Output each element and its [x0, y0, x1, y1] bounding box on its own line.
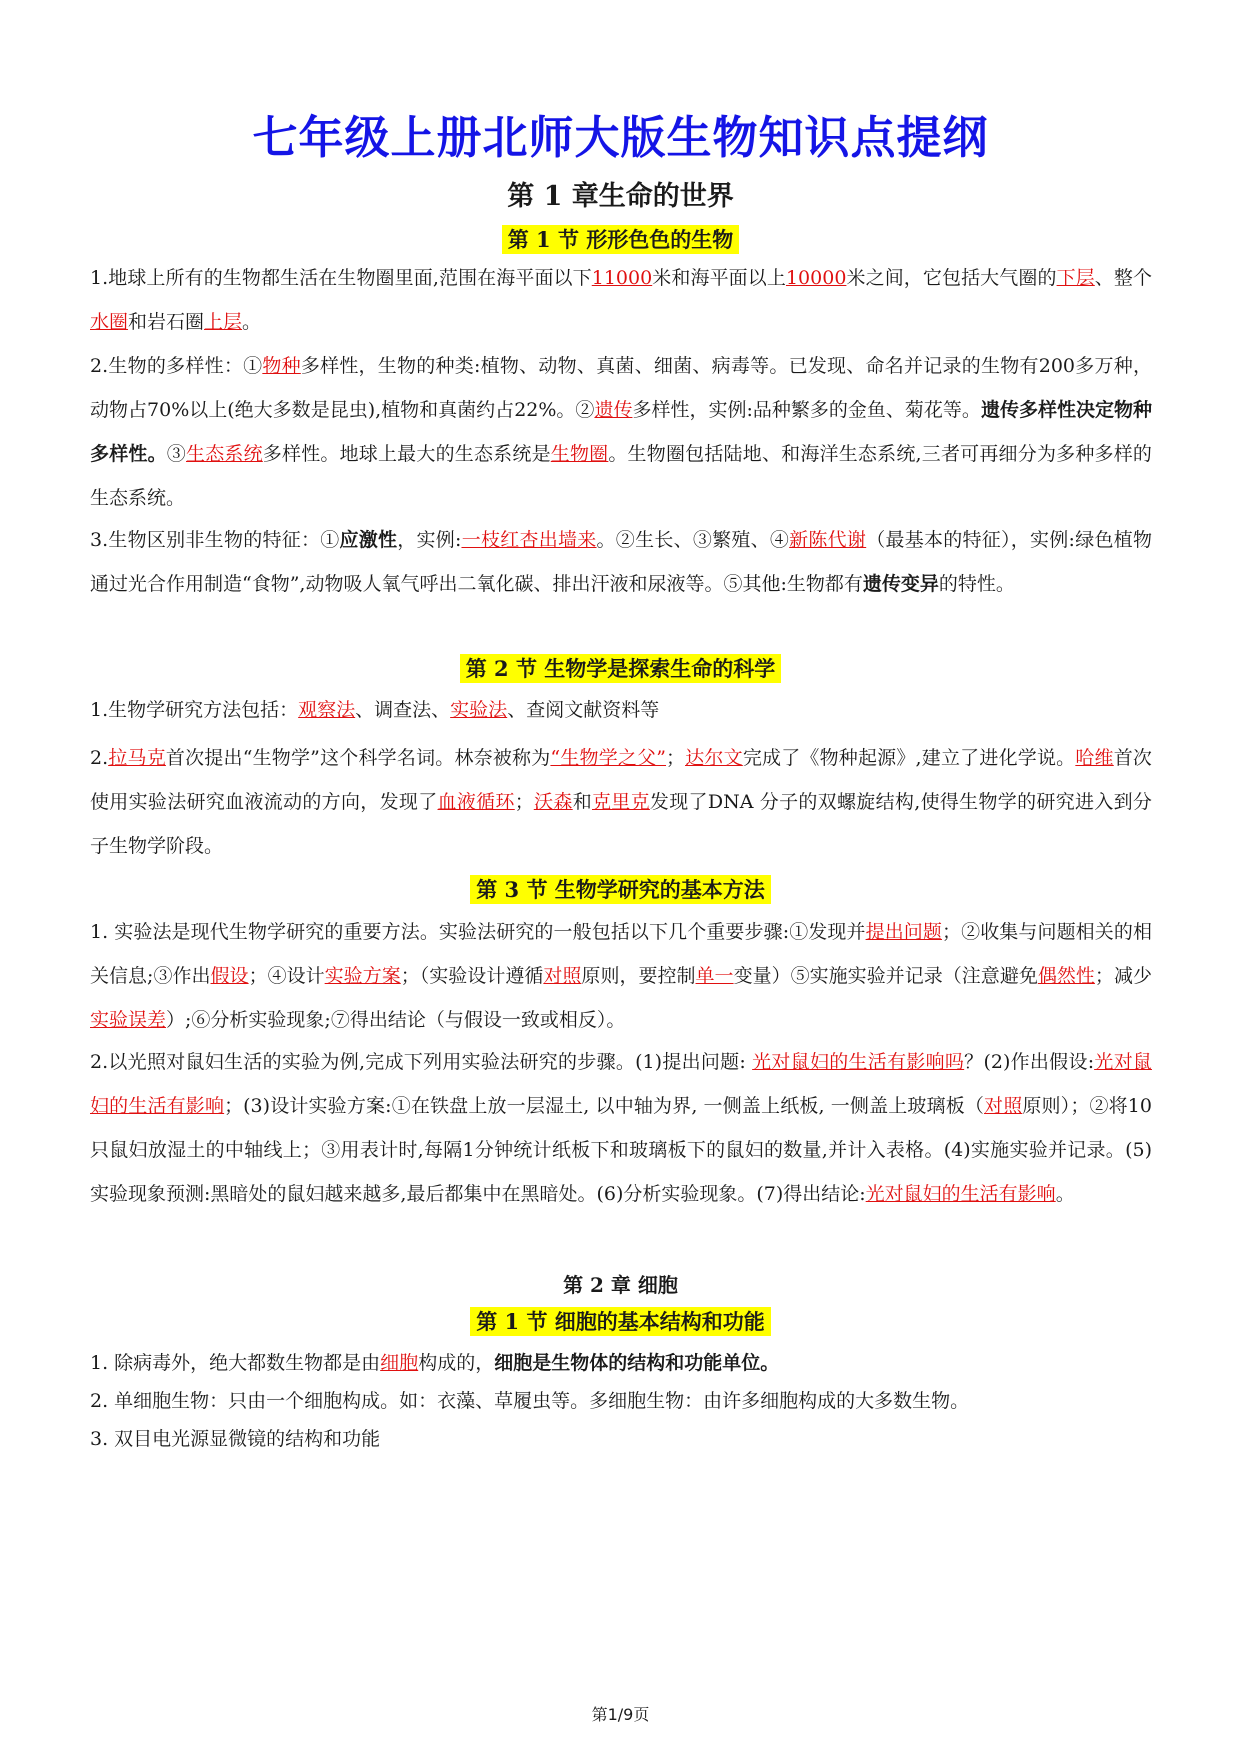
text: ，实例: — [397, 529, 462, 551]
keyword: 偶然性 — [1037, 965, 1095, 987]
text: 多样性。地球上最大的生态系统是 — [262, 443, 551, 465]
paragraph-2-1-1 — [90, 1344, 1152, 1382]
keyword: 哈维 — [1075, 747, 1114, 769]
keyword: 血液循环 — [437, 791, 515, 813]
text: 。生物圈包括陆地、和海洋生态系统,三者可再细分为多种多样的生态系统。 — [90, 443, 1152, 509]
bold-text: 应激性 — [339, 529, 398, 551]
keyword: 提出问题 — [865, 921, 942, 943]
keyword: 单一 — [695, 965, 734, 987]
chapter-2-heading: 第 2 章 细胞 — [563, 1273, 678, 1297]
text: 、查阅文献资料等 — [507, 699, 660, 721]
text: ；(3)设计实验方案:①在铁盘上放一层湿土, 以中轴为界, 一侧盖上纸板, 一侧盖上玻璃板（ — [224, 1095, 985, 1117]
text: 。 — [1055, 1183, 1075, 1205]
bold-text: 遗传变异 — [862, 573, 939, 595]
keyword: 水圈 — [90, 311, 129, 333]
text: ；②收集与问题相关的相关信息;③作出 — [90, 921, 1152, 987]
text: ； — [514, 791, 534, 813]
keyword: 生物圈 — [550, 443, 609, 465]
keyword: 细胞 — [380, 1352, 419, 1374]
text: 2. — [90, 747, 109, 769]
keyword: 实验误差 — [90, 1009, 167, 1031]
section-2-1-heading — [0, 1304, 1241, 1341]
text: 2.生物的多样性：① — [90, 355, 263, 377]
text: 和 — [572, 791, 592, 813]
text: ；（实验设计遵循 — [400, 965, 544, 987]
keyword: 物种 — [262, 355, 301, 377]
paragraph-1-1-3 — [90, 518, 1152, 606]
text: 多样性，实例:品种繁多的金鱼、菊花等。 — [632, 399, 981, 421]
paragraph-1-1-1 — [90, 256, 1152, 344]
text: 米之间，它包括大气圈的 — [846, 267, 1057, 289]
text: 完成了《物种起源》,建立了进化学说。 — [742, 747, 1076, 769]
paragraph-2-1-2: 2. 单细胞生物：只由一个细胞构成。如：衣藻、草履虫等。多细胞生物：由许多细胞构成的大多数生物。 — [90, 1390, 970, 1412]
paragraph-1-3-1 — [90, 910, 1152, 1042]
text: ； — [666, 747, 686, 769]
keyword: 克里克 — [592, 791, 650, 813]
keyword: 光对鼠妇的生活有影响吗 — [752, 1051, 965, 1073]
text: 多样性，生物的种类:植物、动物、真菌、细菌、病毒等。已发现、命名并记录的生物有200多万种，动物占70%以上(绝大多数是昆虫),植物和真菌约占22%。② — [90, 355, 1152, 421]
chapter-1-heading: 第 1 章生命的世界 — [507, 181, 734, 212]
keyword: 生态系统 — [186, 443, 263, 465]
page-number: 第1/9页 — [591, 1705, 650, 1724]
text: 和岩石圈 — [128, 311, 205, 333]
keyword: 11000 — [591, 267, 653, 289]
keyword: 达尔文 — [685, 747, 743, 769]
keyword: 沃森 — [533, 791, 573, 813]
keyword: 对照 — [984, 1095, 1023, 1117]
text: 变量）⑤实施实验并记录（注意避免 — [733, 965, 1038, 987]
text: 构成的， — [418, 1352, 495, 1374]
text: 。 — [242, 311, 262, 333]
text: 、调查法、 — [355, 699, 451, 721]
keyword: 假设 — [210, 965, 249, 987]
paragraph-1-3-2 — [90, 1040, 1152, 1216]
text: 原则，要控制 — [581, 965, 696, 987]
keyword: 光对鼠妇的生活有影响 — [865, 1183, 1056, 1205]
keyword: 实验方案 — [324, 965, 401, 987]
text: ③ — [166, 443, 186, 465]
keyword: 10000 — [785, 267, 847, 289]
keyword: 一枝红杏出墙来 — [461, 529, 597, 551]
paragraph-2-1-3: 3. 双目电光源显微镜的结构和功能 — [90, 1428, 381, 1450]
text: 1.地球上所有的生物都生活在生物圈里面,范围在海平面以下 — [90, 267, 592, 289]
text: 首次使用实验法研究血液流动的方向，发现了 — [90, 747, 1152, 813]
section-1-3-title: 第 3 节 生物学研究的基本方法 — [470, 875, 771, 904]
keyword: 对照 — [543, 965, 582, 987]
text: 发现了DNA 分子的双螺旋结构,使得生物学的研究进入到分子生物学阶段。 — [90, 791, 1152, 857]
document-title: 七年级上册北师大版生物知识点提纲 — [252, 111, 989, 164]
section-1-2-heading — [0, 651, 1241, 688]
section-1-1-title: 第 1 节 形形色色的生物 — [502, 225, 740, 254]
keyword: 实验法 — [450, 699, 508, 721]
section-2-1-title: 第 1 节 细胞的基本结构和功能 — [470, 1307, 771, 1336]
section-1-3-heading — [0, 872, 1241, 909]
text: 的特性。 — [938, 573, 1015, 595]
text: ；④设计 — [248, 965, 325, 987]
keyword: 遗传 — [594, 399, 633, 421]
text: 米和海平面以上 — [652, 267, 786, 289]
bold-text: 细胞是生物体的结构和功能单位。 — [494, 1352, 780, 1374]
text: 原则）；②将10只鼠妇放湿土的中轴线上；③用表计时,每隔1分钟统计纸板下和玻璃板下的鼠妇的数量,并计入表格。(4)实施实验并记录。(5)实验现象预测:黑暗处的鼠妇越来越多,最后都集中在黑暗处。(6)分析实验现象。(7)得出结论: — [90, 1095, 1152, 1205]
text: ；减少 — [1094, 965, 1152, 987]
keyword: 下层 — [1056, 267, 1095, 289]
text: 2.以光照对鼠妇生活的实验为例,完成下列用实验法研究的步骤。(1)提出问题: — [90, 1051, 753, 1073]
text: 1.生物学研究方法包括： — [90, 699, 299, 721]
paragraph-1-2-1 — [90, 688, 1152, 732]
keyword: 上层 — [204, 311, 243, 333]
section-1-2-title: 第 2 节 生物学是探索生命的科学 — [460, 654, 782, 683]
section-1-1-heading — [0, 222, 1241, 259]
keyword: “生物学之父” — [550, 747, 667, 769]
bold-text: 遗传多样性决定物种多样性。 — [90, 399, 1152, 465]
keyword: 观察法 — [298, 699, 356, 721]
text: 首次提出“生物学”这个科学名词。林奈被称为 — [165, 747, 551, 769]
text: 1. 实验法是现代生物学研究的重要方法。实验法研究的一般包括以下几个重要步骤:①发现并 — [90, 921, 866, 943]
paragraph-1-1-2 — [90, 344, 1152, 520]
keyword: 拉马克 — [108, 747, 166, 769]
text: ？(2)作出假设: — [964, 1051, 1095, 1073]
keyword: 新陈代谢 — [789, 529, 867, 551]
text: 。②生长、③繁殖、④ — [596, 529, 790, 551]
text: ）;⑥分析实验现象;⑦得出结论（与假设一致或相反）。 — [166, 1009, 626, 1031]
paragraph-1-2-2 — [90, 736, 1152, 868]
keyword: 光对鼠妇的生活有影响 — [90, 1051, 1152, 1117]
text: （最基本的特征），实例:绿色植物通过光合作用制造“食物”,动物吸人氧气呼出二氧化碳、排出汗液和尿液等。⑤其他:生物都有 — [90, 529, 1152, 595]
text: 1. 除病毒外，绝大都数生物都是由 — [90, 1352, 381, 1374]
text: 3.生物区别非生物的特征：① — [90, 529, 340, 551]
text: 、整个 — [1094, 267, 1152, 289]
